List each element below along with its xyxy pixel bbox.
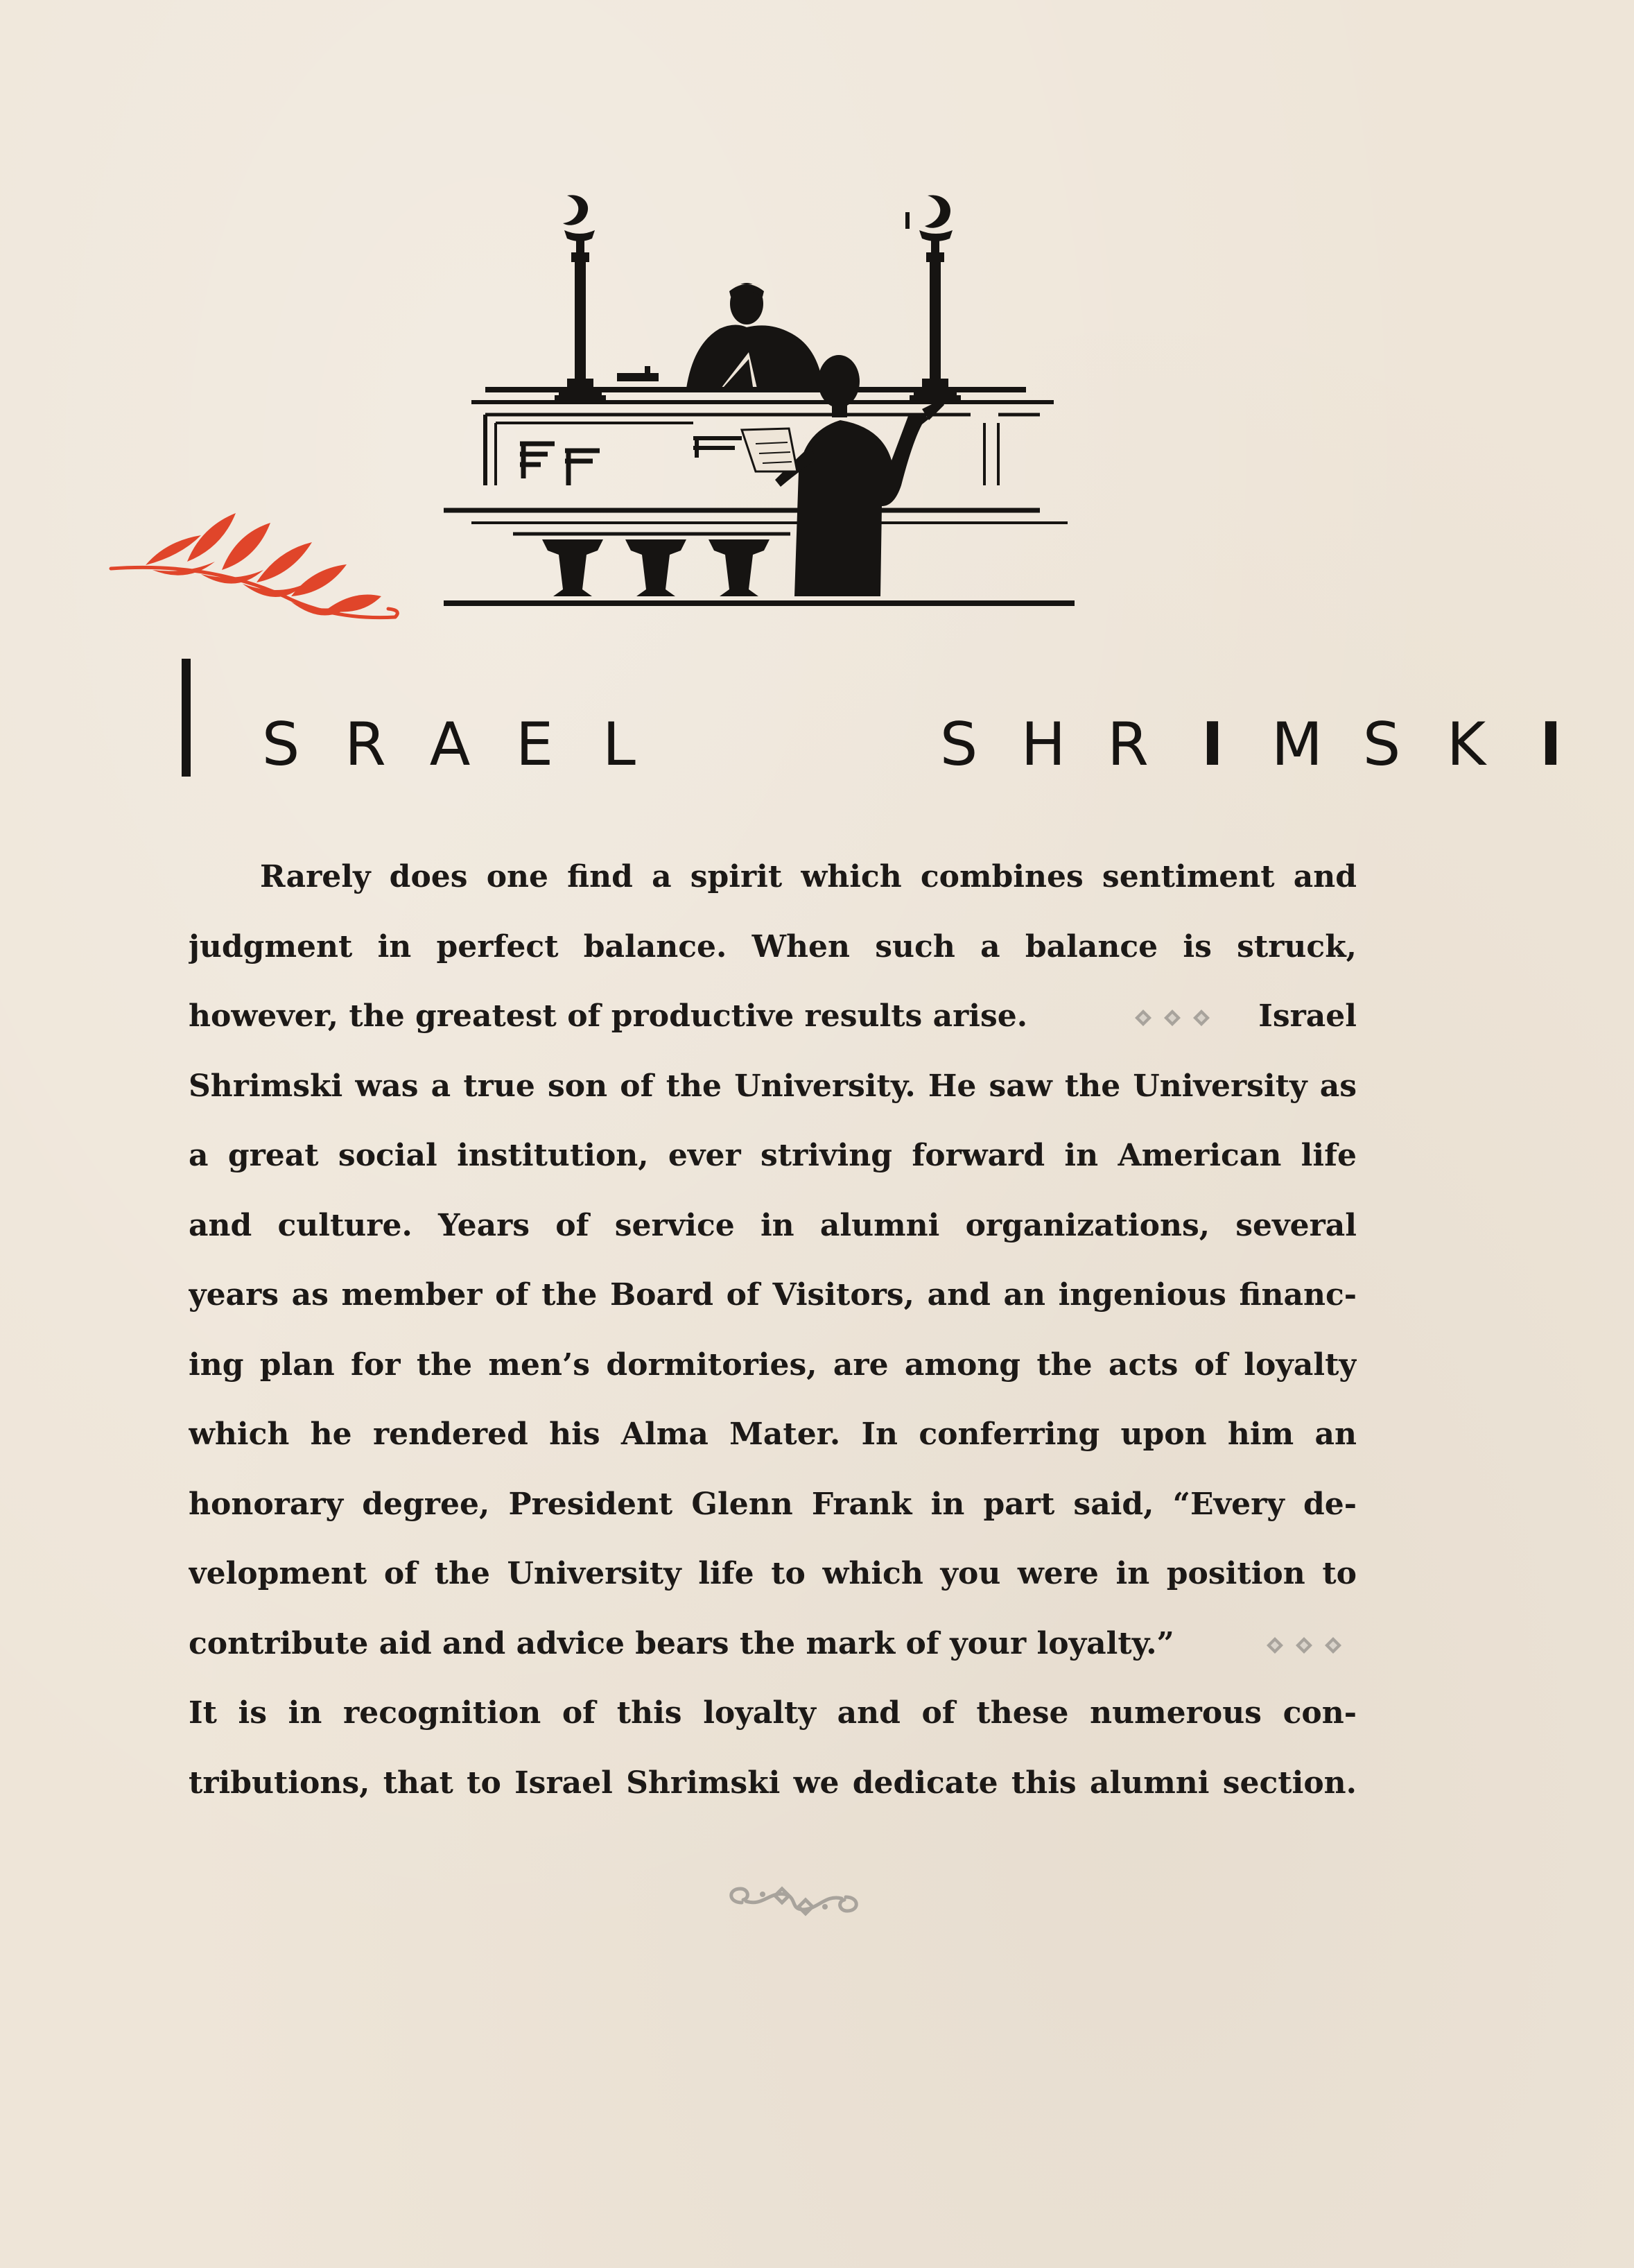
paragraph-line: velopment of the University life to which you were in position to [189, 1556, 1357, 1591]
title-letter: L [602, 710, 636, 779]
paragraph-line: It is in recognition of this loyalty and of these numerous con- [189, 1695, 1357, 1731]
diamond-ornament-icon [1121, 1004, 1225, 1032]
paragraph-line: honorary degree, President Glenn Frank in part said, “Every de- [189, 1486, 1357, 1522]
title-letter: I [1533, 710, 1568, 779]
paragraph-line: which he rendered his Alma Mater. In conferring upon him an [189, 1417, 1357, 1452]
title-letter: R [345, 710, 386, 779]
paragraph-line: years as member of the Board of Visitors, and an ingenious financ- [189, 1277, 1357, 1313]
title-first-word [238, 710, 793, 779]
title-letter: K [1446, 710, 1486, 779]
title-letter: S [1362, 710, 1401, 779]
diamond-ornament-icon [1253, 1631, 1357, 1659]
title-letter: E [515, 710, 554, 779]
title-letter: S [939, 710, 978, 779]
paragraph-line: and culture. Years of service in alumni organizations, several [189, 1207, 1357, 1243]
paragraph-line-segment: Israel [1258, 998, 1357, 1034]
paragraph-line: a great social institution, ever striving forward in American life [189, 1138, 1357, 1173]
paragraph-line-segment: however, the greatest of productive results arise. [189, 998, 1028, 1034]
paragraph-line: ing plan for the men’s dormitories, are among the acts of loyalty [189, 1347, 1357, 1383]
judge-figure [617, 283, 824, 388]
title-letter: R [1107, 710, 1149, 779]
page-title [182, 659, 1568, 784]
right-lamp [905, 195, 961, 401]
laurel-branch-icon [104, 492, 409, 631]
paragraph-line-with-ornament [189, 1609, 1357, 1679]
paragraph-line: Rarely does one find a spirit which combines sentiment and [260, 859, 1357, 894]
title-letter: A [429, 710, 471, 779]
bench [444, 390, 1075, 603]
courtroom-illustration [444, 180, 1095, 610]
title-letter: M [1271, 710, 1323, 779]
dedication-paragraph [189, 842, 1357, 1818]
title-letter: S [261, 710, 300, 779]
title-letter: I [1195, 710, 1230, 779]
paragraph-line-segment: contribute aid and advice bears the mark of your loyalty.” [189, 1625, 1174, 1661]
paragraph-line: judgment in perfect balance. When such a balance is struck, [189, 928, 1357, 964]
title-second-word [916, 710, 1568, 779]
left-lamp [555, 195, 606, 401]
title-letter: H [1020, 710, 1066, 779]
paragraph-line: tributions, that to Israel Shrimski we dedicate this alumni section. [189, 1765, 1357, 1801]
paragraph-line: Shrimski was a true son of the University. He saw the University as [189, 1068, 1357, 1104]
fleuron-ornament-icon [721, 1879, 867, 1921]
paragraph-line-with-ornament [189, 982, 1357, 1052]
title-initial-i [182, 659, 191, 777]
